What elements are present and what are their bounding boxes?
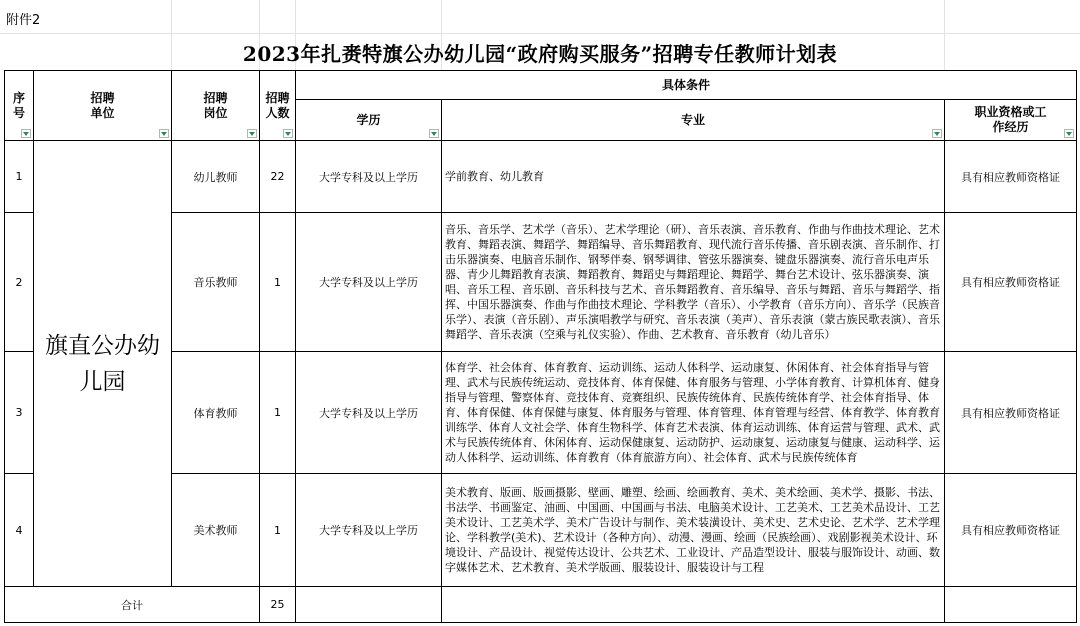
header-unit[interactable] — [34, 71, 172, 141]
qualification-cell[interactable]: 具有相应教师资格证 — [945, 352, 1077, 474]
total-row — [5, 587, 1077, 623]
filter-dropdown-icon[interactable] — [247, 129, 257, 138]
header-qualification-label: 职业资格或工作经历 — [974, 105, 1047, 134]
qualification-cell[interactable]: 具有相应教师资格证 — [945, 141, 1077, 213]
filter-dropdown-icon[interactable] — [932, 129, 942, 138]
attachment-label[interactable]: 附件2 — [6, 13, 41, 28]
total-label[interactable]: 合计 — [5, 587, 260, 623]
header-count[interactable] — [260, 71, 296, 141]
seq-cell[interactable]: 2 — [5, 213, 34, 352]
recruitment-plan-table — [4, 70, 1077, 623]
seq-cell[interactable]: 1 — [5, 141, 34, 213]
empty-cell[interactable] — [945, 587, 1077, 623]
header-count-label: 招聘人数 — [265, 90, 290, 120]
empty-cell[interactable] — [442, 587, 945, 623]
sheet-title[interactable]: 2023年扎赉特旗公办幼儿园“政府购买服务”招聘专任教师计划表 — [242, 42, 838, 66]
header-education-label: 学历 — [356, 112, 381, 127]
header-position[interactable] — [172, 71, 260, 141]
qualification-cell[interactable]: 具有相应教师资格证 — [945, 213, 1077, 352]
count-cell[interactable]: 22 — [260, 141, 296, 213]
filter-dropdown-icon[interactable] — [1064, 129, 1074, 138]
count-cell[interactable]: 1 — [260, 352, 296, 474]
qualification-cell[interactable]: 具有相应教师资格证 — [945, 474, 1077, 587]
major-cell[interactable]: 音乐、音乐学、艺术学（音乐）、艺术学理论（研）、音乐表演、音乐教育、作曲与作曲技术理论、艺术教育、舞蹈表演、舞蹈学、舞蹈编导、音乐舞蹈教育、现代流行音乐传播、音乐剧表演、音乐制作、打击乐器演奏、电脑音乐制作、钢琴伴奏、钢琴调律、管弦乐器演奏、键盘乐器演奏、流行音乐电声乐器、青少儿舞蹈教育表演、舞蹈教育、舞蹈史与舞蹈理论、舞蹈学、舞台艺术设计、弦乐器演奏、演唱、音乐工程、音乐剧、音乐科技与艺术、音乐舞蹈教育、音乐编导、音乐与舞蹈、音乐与舞蹈学、指挥、中国乐器演奏、作曲与作曲技术理论、学科教学（音乐）、小学教育（音乐方向）、音乐学（民族音乐学）、表演（音乐剧）、声乐演唱教学与研究、音乐表演（美声）、音乐表演（蒙古族民歌表演）、音乐舞蹈学、音乐表演（空乘与礼仪实验）、作曲、艺术教育、音乐教育（幼儿音乐） — [442, 213, 945, 352]
header-unit-label: 招聘单位 — [90, 90, 115, 120]
filter-dropdown-icon[interactable] — [429, 129, 439, 138]
position-cell[interactable]: 体育教师 — [172, 352, 260, 474]
seq-cell[interactable]: 3 — [5, 352, 34, 474]
position-cell[interactable]: 音乐教师 — [172, 213, 260, 352]
header-seq[interactable] — [5, 71, 34, 141]
header-seq-label: 序号 — [12, 90, 25, 120]
count-cell[interactable]: 1 — [260, 474, 296, 587]
seq-cell[interactable]: 4 — [5, 474, 34, 587]
major-cell[interactable]: 学前教育、幼儿教育 — [442, 141, 945, 213]
header-education[interactable] — [296, 100, 442, 141]
education-cell[interactable]: 大学专科及以上学历 — [296, 213, 442, 352]
education-cell[interactable]: 大学专科及以上学历 — [296, 141, 442, 213]
table-row — [5, 141, 1077, 213]
filter-dropdown-icon[interactable] — [159, 129, 169, 138]
total-count[interactable]: 25 — [260, 587, 296, 623]
header-major-label: 专业 — [680, 112, 705, 127]
unit-cell[interactable]: 旗直公办幼儿园 — [34, 141, 172, 587]
position-cell[interactable]: 美术教师 — [172, 474, 260, 587]
education-cell[interactable]: 大学专科及以上学历 — [296, 474, 442, 587]
header-qualification[interactable] — [945, 100, 1077, 141]
header-major[interactable] — [442, 100, 945, 141]
count-cell[interactable]: 1 — [260, 213, 296, 352]
major-cell[interactable]: 体育学、社会体育、体育教育、运动训练、运动人体科学、运动康复、休闲体育、社会体育指导与管理、武术与民族传统运动、竞技体育、体育保健、体育服务与管理、小学体育教育、计算机体育、健身指导与管理、警察体育、竞技体育、竞赛组织、民族传统体育、民族传统体育学、社会体育指导、体育、体育保健、体育保健与康复、体育服务与管理、体育管理、体育管理与经营、体育教学、体育教育训练学、体育人文社会学、体育生物科学、体育艺术表演、体育运动训练、体育运营与管理、武术、武术与民族传统体育、休闲体育、运动保健康复、运动防护、运动康复、运动康复与健康、运动科学、运动人体科学、运动训练、体育教育（体育旅游方向）、社会体育、武术与民族传统体育 — [442, 352, 945, 474]
empty-cell[interactable] — [296, 587, 442, 623]
header-conditions[interactable]: 具体条件 — [296, 71, 1077, 100]
position-cell[interactable]: 幼儿教师 — [172, 141, 260, 213]
filter-dropdown-icon[interactable] — [21, 129, 31, 138]
filter-dropdown-icon[interactable] — [283, 129, 293, 138]
major-cell[interactable]: 美术教育、版画、版画摄影、壁画、雕塑、绘画、绘画教育、美术、美术绘画、美术学、摄影、书法、书法学、书画鉴定、油画、中国画、中国画与书法、电脑美术设计、工艺美术、工艺美术品设计、工艺美术设计、工艺美术学、美术广告设计与制作、美术装潢设计、美术史、艺术史论、艺术学、艺术学理论、学科教学(美术)、艺术设计（各种方向）、动漫、漫画、绘画（民族绘画）、戏剧影视美术设计、环境设计、产品设计、视觉传达设计、公共艺术、工业设计、产品造型设计、服装与服饰设计、动画、数字媒体艺术、艺术教育、美术学版画、服装设计、服装设计与工程 — [442, 474, 945, 587]
header-row-1 — [5, 71, 1077, 100]
header-position-label: 招聘岗位 — [203, 90, 228, 120]
education-cell[interactable]: 大学专科及以上学历 — [296, 352, 442, 474]
gridline — [0, 33, 1080, 34]
